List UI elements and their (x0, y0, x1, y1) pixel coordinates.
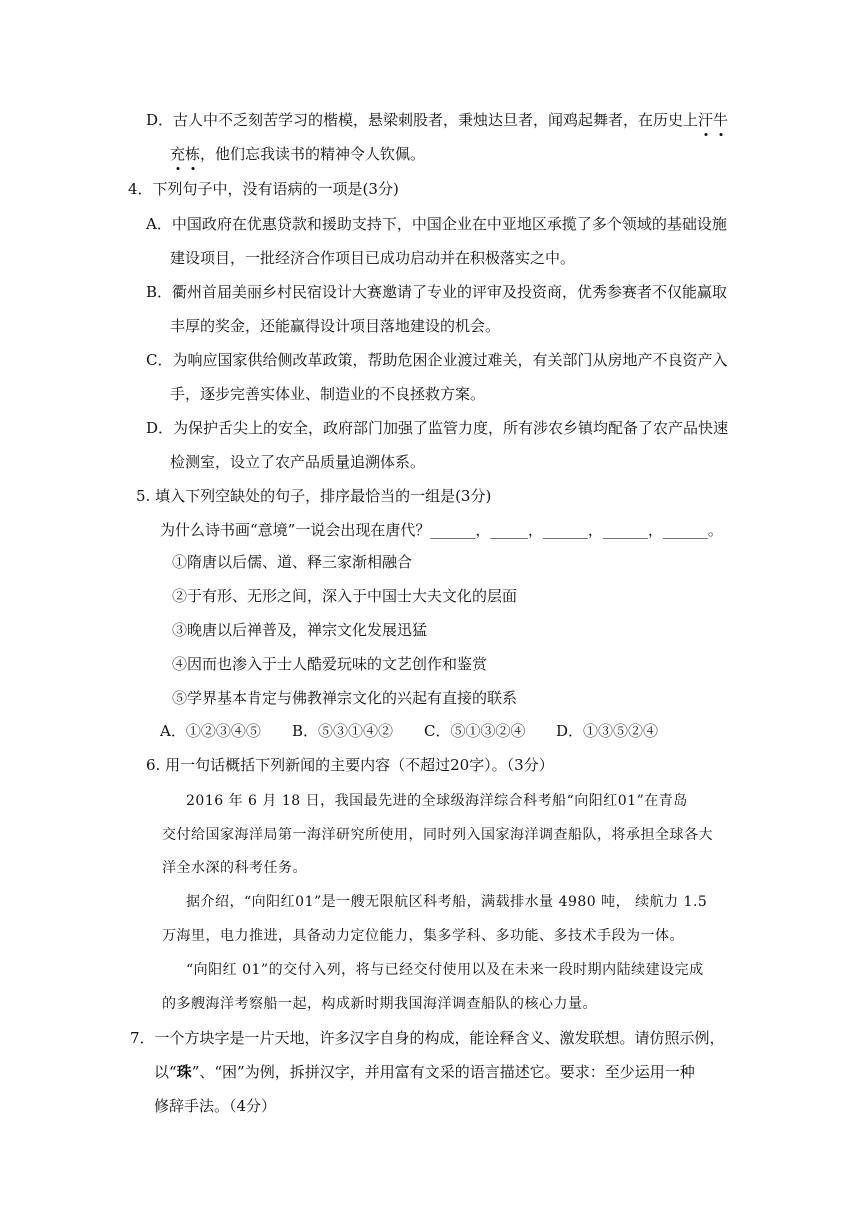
q3-option-d-line1 (146, 110, 728, 130)
q5-option-d: D．①③⑤②④ (556, 722, 659, 740)
emphasis-dot-icon (719, 133, 722, 136)
q4-option-a-line2: 建设项目，一批经济合作项目已成功启动并在积极落实之中。 (170, 249, 576, 267)
q4-stem: 4．下列句子中，没有语病的一项是(3分) (128, 180, 399, 198)
q4-option-d-line2: 检测室，设立了农产品质量追溯体系。 (170, 453, 426, 471)
emphasis-char: 充 (170, 145, 185, 163)
emphasis-dot-icon (704, 133, 707, 136)
q5-stem: 5. 填入下列空缺处的句子，排序最恰当的一组是(3分) (136, 487, 492, 505)
q5-item: ⑤学界基本肯定与佛教禅宗文化的兴起有直接的联系 (172, 689, 518, 707)
q4-option-c-line1: C．为响应国家供给侧改革政策，帮助危困企业渡过难关，有关部门从房地产不良资产入 (146, 351, 728, 369)
q5-item: ③晚唐以后禅普及，禅宗文化发展迅猛 (172, 621, 428, 639)
q6-stem: 6. 用一句话概括下列新闻的主要内容（不超过20字）。（3分） (146, 756, 554, 774)
q4-option-b-line2: 丰厚的奖金，还能赢得设计项目落地建设的机会。 (170, 317, 501, 335)
q6-news-line: 2016 年 6 月 18 日，我国最先进的全球级海洋综合科考船“向阳红01”在青岛 (186, 793, 688, 809)
emphasis-char: 汗 (698, 111, 713, 129)
q6-news-line: 的多艘海洋考察船一起，构成新时期我国海洋调查船队的核心力量。 (162, 996, 597, 1012)
q4-option-d-line1: D．为保护舌尖上的安全，政府部门加强了监管力度，所有涉农乡镇均配备了农产品快速 (146, 419, 729, 437)
q3-option-d-line2 (170, 144, 425, 164)
q4-option-c-line2: 手，逐步完善实体业、制造业的不良拯救方案。 (170, 385, 486, 403)
q7-text: ”、“困”为例，拆拼汉字，并用富有文采的语言描述它。要求：至少运用一种 (191, 1063, 695, 1081)
q5-item: ①隋唐以后儒、道、释三家渐相融合 (172, 553, 413, 571)
q7-bold-char: 珠 (176, 1063, 192, 1081)
q5-item: ②于有形、无形之间，深入于中国士大夫文化的层面 (172, 587, 518, 605)
emphasis-char: 牛 (713, 111, 728, 129)
q7-line3: 修辞手法。（4分） (154, 1097, 277, 1115)
q4-option-a-line1: A．中国政府在优惠贷款和援助支持下，中国企业在中亚地区承揽了多个领域的基础设施 (146, 215, 727, 233)
q7-text: 以“ (154, 1063, 177, 1081)
q5-option-a: A．①②③④⑤ (160, 722, 261, 740)
q3-option-d-text: D．古人中不乏刻苦学习的楷模，悬梁刺股者，秉烛达旦者，闻鸡起舞者，在历史上 (146, 111, 699, 129)
q6-news-line: 据介绍，“向阳红01”是一艘无限航区科考船，满载排水量 4980 吨， 续航力 1.5 (186, 894, 708, 910)
q6-news-line: 交付给国家海洋局第一海洋研究所使用，同时列入国家海洋调查船队，将承担全球各大 (162, 827, 713, 843)
q5-prompt: 为什么诗书画“意境”一说会出现在唐代？______，_____，______，______，______。 (160, 521, 723, 539)
q4-option-b-line1: B．衢州首届美丽乡村民宿设计大赛邀请了专业的评审及投资商，优秀参赛者不仅能赢取 (146, 283, 728, 301)
q6-news-line: “向阳红 01”的交付入列，将与已经交付使用以及在未来一段时期内陆续建设完成 (186, 962, 704, 978)
q7-line2 (154, 1062, 695, 1082)
q5-option-b: B．⑤③①④② (292, 722, 394, 740)
emphasis-dot-icon (176, 167, 179, 170)
q5-option-c: C．⑤①③②④ (424, 722, 526, 740)
emphasis-char: 栋 (185, 145, 200, 163)
emphasis-dot-icon (191, 167, 194, 170)
q5-item: ④因而也渗入于士人酷爱玩味的文艺创作和鉴赏 (172, 655, 488, 673)
q6-news-line: 洋全水深的科考任务。 (162, 860, 307, 876)
q3-option-d-text-end: ，他们忘我读书的精神令人钦佩。 (200, 145, 426, 163)
q7-line1: 7．一个方块字是一片天地，许多汉字自身的构成，能诠释含义、激发联想。请仿照示例， (130, 1029, 725, 1047)
q6-news-line: 万海里，电力推进，具备动力定位能力，集多学科、多功能、多技术手段为一体。 (162, 928, 684, 944)
